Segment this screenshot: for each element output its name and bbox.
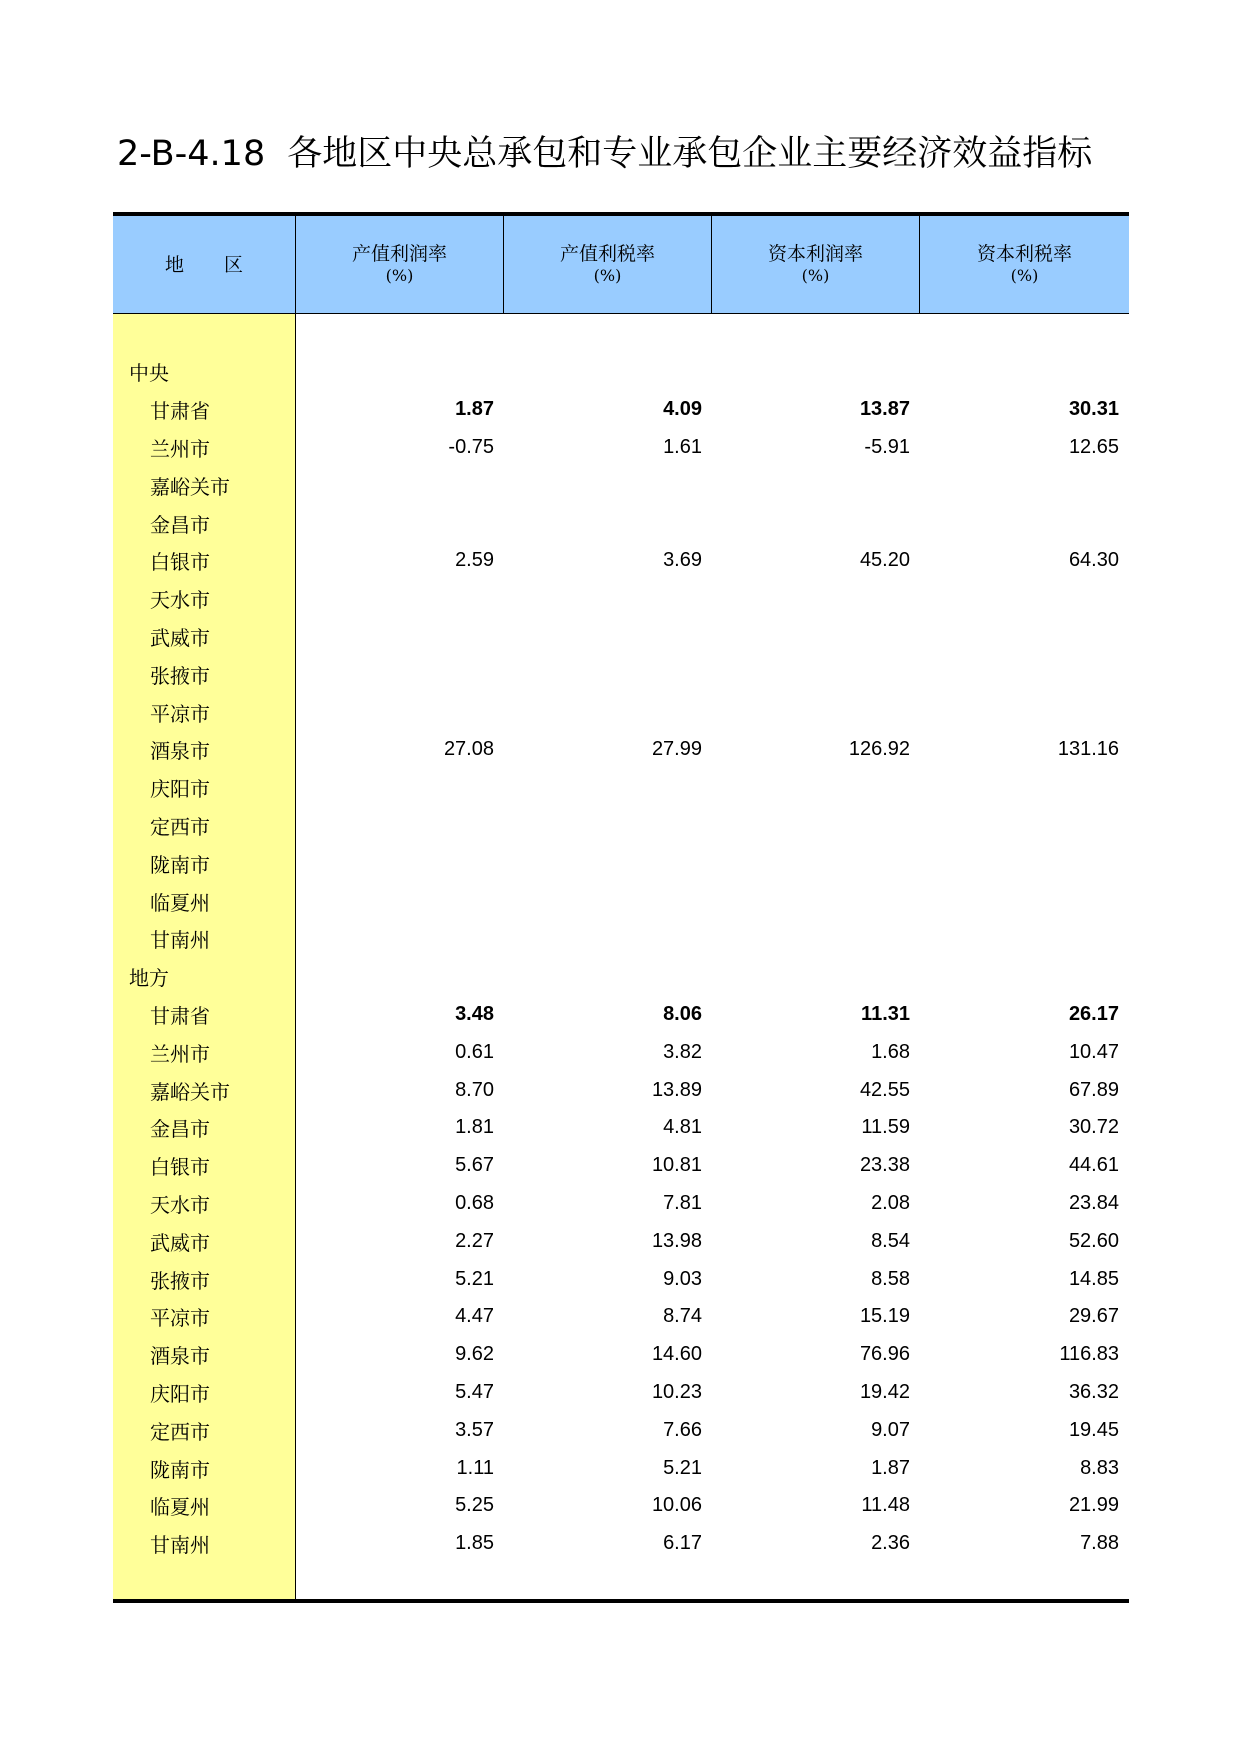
value-cell: 13.89 (651, 1078, 702, 1101)
table-row (296, 1487, 1129, 1525)
header-col-label: 产值利润率 (351, 242, 447, 265)
header-col-label: 资本利税率 (976, 242, 1072, 265)
table-row-label (113, 655, 295, 693)
value-cell: 8.06 (663, 1002, 702, 1025)
table-row (296, 1411, 1129, 1449)
value-cell: 4.09 (663, 398, 702, 421)
value-cell: 10.81 (651, 1154, 702, 1177)
header-region (113, 216, 296, 313)
region-name: 金昌市 (150, 512, 210, 537)
region-name: 白银市 (150, 1155, 210, 1180)
table-row (296, 618, 1129, 656)
table-row-label (113, 807, 295, 845)
region-name: 兰州市 (150, 1041, 210, 1066)
region-name: 天水市 (150, 1192, 210, 1217)
header-col-3 (712, 216, 920, 313)
value-cell: 45.20 (859, 549, 910, 572)
table-row (296, 958, 1129, 996)
value-cell: -5.91 (864, 435, 910, 458)
header-col-2 (504, 216, 712, 313)
region-name: 金昌市 (150, 1117, 210, 1142)
table-row-label (113, 1222, 295, 1260)
table-row-label (113, 958, 295, 996)
value-cell: 3.69 (663, 549, 702, 572)
value-cell: 7.66 (663, 1418, 702, 1441)
value-cell: 9.03 (663, 1267, 702, 1290)
region-name: 陇南市 (150, 852, 210, 877)
table-row (296, 1071, 1129, 1109)
value-cell: 64.30 (1068, 549, 1119, 572)
value-cell: 7.88 (1080, 1532, 1119, 1555)
table-row (296, 920, 1129, 958)
table-row-label (113, 1487, 295, 1525)
value-cell: 19.45 (1068, 1418, 1119, 1441)
value-cell: 19.42 (859, 1380, 910, 1403)
table-header (113, 216, 1129, 314)
region-name: 酒泉市 (150, 739, 210, 764)
table-row-label (113, 580, 295, 618)
value-cell: 2.36 (871, 1532, 910, 1555)
value-cell: 7.81 (663, 1191, 702, 1214)
value-cell: 15.19 (859, 1305, 910, 1328)
page-title (117, 126, 1092, 176)
header-col-label: 产值利税率 (559, 242, 655, 265)
value-cell: 126.92 (848, 738, 910, 761)
table-row (296, 655, 1129, 693)
table-row-label (113, 1109, 295, 1147)
value-cell: 1.87 (871, 1456, 910, 1479)
value-cell: 76.96 (859, 1343, 910, 1366)
values-area (296, 314, 1129, 1599)
table-row (296, 996, 1129, 1034)
region-name: 庆阳市 (150, 777, 210, 802)
table-row-label (113, 1374, 295, 1412)
value-cell: 21.99 (1068, 1494, 1119, 1517)
value-cell: 1.81 (455, 1116, 494, 1139)
region-name: 定西市 (150, 814, 210, 839)
value-cell: 5.25 (455, 1494, 494, 1517)
table-row (296, 466, 1129, 504)
value-cell: 67.89 (1068, 1078, 1119, 1101)
table-row-label (113, 882, 295, 920)
table-row-label (113, 429, 295, 467)
header-col-1 (296, 216, 504, 313)
region-name: 白银市 (150, 550, 210, 575)
value-cell: 5.21 (663, 1456, 702, 1479)
table-row (296, 1147, 1129, 1185)
value-cell: 2.59 (455, 549, 494, 572)
value-cell: 4.81 (663, 1116, 702, 1139)
region-name: 临夏州 (150, 890, 210, 915)
value-cell: 3.82 (663, 1040, 702, 1063)
value-cell: 2.27 (455, 1229, 494, 1252)
region-name: 武威市 (150, 1230, 210, 1255)
value-cell: 11.48 (861, 1494, 910, 1517)
value-cell: 30.72 (1068, 1116, 1119, 1139)
table-row (296, 1449, 1129, 1487)
value-cell: 3.57 (455, 1418, 494, 1441)
value-cell: 5.47 (455, 1380, 494, 1403)
value-cell: 23.38 (859, 1154, 910, 1177)
region-name: 平凉市 (150, 701, 210, 726)
value-cell: 9.07 (871, 1418, 910, 1441)
region-name: 嘉峪关市 (150, 474, 230, 499)
value-cell: 10.06 (651, 1494, 702, 1517)
header-col-unit: (%) (801, 265, 830, 285)
table-code: 2-B-4.18 (117, 134, 266, 174)
value-cell: 6.17 (663, 1532, 702, 1555)
region-name: 平凉市 (150, 1306, 210, 1331)
table-row (296, 1298, 1129, 1336)
value-cell: 14.85 (1068, 1267, 1119, 1290)
table-row-label (113, 769, 295, 807)
table-row (296, 1336, 1129, 1374)
table-row (296, 844, 1129, 882)
table-row (296, 1033, 1129, 1071)
table-row-label (113, 466, 295, 504)
table-row-label (113, 996, 295, 1034)
data-table (113, 212, 1129, 1603)
value-cell: 52.60 (1068, 1229, 1119, 1252)
table-row-label (113, 504, 295, 542)
value-cell: 8.54 (871, 1229, 910, 1252)
value-cell: 14.60 (651, 1343, 702, 1366)
table-row (296, 807, 1129, 845)
value-cell: 5.21 (455, 1267, 494, 1290)
value-cell: 9.62 (455, 1343, 494, 1366)
value-cell: 8.70 (455, 1078, 494, 1101)
value-cell: 2.08 (871, 1191, 910, 1214)
region-name: 张掖市 (150, 1268, 210, 1293)
value-cell: 11.59 (861, 1116, 910, 1139)
table-row (296, 504, 1129, 542)
table-bottom-rule (113, 1599, 1129, 1603)
value-cell: 30.31 (1068, 398, 1119, 421)
header-col-4 (920, 216, 1129, 313)
value-cell: 5.67 (455, 1154, 494, 1177)
table-row-label (113, 693, 295, 731)
table-title-text: 各地区中央总承包和专业承包企业主要经济效益指标 (287, 134, 1093, 174)
region-name: 武威市 (150, 625, 210, 650)
value-cell: 131.16 (1057, 738, 1119, 761)
table-row (296, 1260, 1129, 1298)
table-row-label (113, 1449, 295, 1487)
value-cell: 1.85 (455, 1532, 494, 1555)
value-cell: 3.48 (455, 1002, 494, 1025)
region-name: 天水市 (150, 588, 210, 613)
region-name: 张掖市 (150, 663, 210, 688)
table-row-label (113, 1298, 295, 1336)
region-name: 甘肃省 (150, 399, 210, 424)
table-row-label (113, 1260, 295, 1298)
table-row (296, 429, 1129, 467)
table-row-label (113, 1411, 295, 1449)
region-name: 甘肃省 (150, 1003, 210, 1028)
region-name: 兰州市 (150, 436, 210, 461)
group-label: 地方 (129, 966, 169, 991)
value-cell: 0.68 (455, 1191, 494, 1214)
table-row-label (113, 731, 295, 769)
header-col-unit: (%) (593, 265, 622, 285)
region-name: 庆阳市 (150, 1381, 210, 1406)
value-cell: 116.83 (1059, 1343, 1119, 1366)
value-cell: 44.61 (1068, 1154, 1119, 1177)
header-col-label: 资本利润率 (767, 242, 863, 265)
value-cell: 10.47 (1068, 1040, 1119, 1063)
value-cell: 8.83 (1080, 1456, 1119, 1479)
value-cell: 13.98 (651, 1229, 702, 1252)
value-cell: 27.99 (651, 738, 702, 761)
value-cell: 8.58 (871, 1267, 910, 1290)
table-row-label (113, 1147, 295, 1185)
value-cell: 23.84 (1068, 1191, 1119, 1214)
region-name: 定西市 (150, 1419, 210, 1444)
table-row (296, 1374, 1129, 1412)
table-row-label (113, 1185, 295, 1223)
region-name: 酒泉市 (150, 1344, 210, 1369)
table-row (296, 580, 1129, 618)
value-cell: 26.17 (1068, 1002, 1119, 1025)
value-cell: 1.87 (455, 398, 494, 421)
table-row-label (113, 920, 295, 958)
value-cell: 27.08 (443, 738, 494, 761)
value-cell: 4.47 (455, 1305, 494, 1328)
value-cell: 8.74 (663, 1305, 702, 1328)
region-column (113, 314, 296, 1599)
table-row-label (113, 1071, 295, 1109)
table-row (296, 693, 1129, 731)
value-cell: 10.23 (651, 1380, 702, 1403)
value-cell: 12.65 (1068, 435, 1119, 458)
value-cell: 13.87 (859, 398, 910, 421)
header-region-b: 区 (224, 253, 244, 276)
table-row (296, 1185, 1129, 1223)
value-cell: 1.61 (663, 435, 702, 458)
table-row-label (113, 391, 295, 429)
group-label: 中央 (129, 361, 169, 386)
table-row-label (113, 844, 295, 882)
table-row-label (113, 1033, 295, 1071)
table-row (296, 731, 1129, 769)
table-row-label (113, 1336, 295, 1374)
table-row (296, 353, 1129, 391)
table-row-label (113, 1525, 295, 1563)
table-row (296, 1525, 1129, 1563)
value-cell: 36.32 (1068, 1380, 1119, 1403)
value-cell: 1.68 (871, 1040, 910, 1063)
value-cell: 42.55 (859, 1078, 910, 1101)
value-cell: 29.67 (1068, 1305, 1119, 1328)
region-name: 甘南州 (150, 928, 210, 953)
table-row (296, 542, 1129, 580)
region-name: 临夏州 (150, 1495, 210, 1520)
value-cell: -0.75 (448, 435, 494, 458)
table-row (296, 769, 1129, 807)
table-row-label (113, 353, 295, 391)
region-name: 嘉峪关市 (150, 1079, 230, 1104)
table-row (296, 1222, 1129, 1260)
value-cell: 1.11 (456, 1456, 494, 1479)
table-row (296, 882, 1129, 920)
header-col-unit: (%) (1010, 265, 1039, 285)
table-row-label (113, 618, 295, 656)
value-cell: 11.31 (861, 1002, 910, 1025)
table-row (296, 391, 1129, 429)
value-cell: 0.61 (455, 1040, 494, 1063)
region-name: 甘南州 (150, 1533, 210, 1558)
region-name: 陇南市 (150, 1457, 210, 1482)
table-body (113, 314, 1129, 1599)
header-region-a: 地 (164, 253, 184, 276)
table-row (296, 1109, 1129, 1147)
table-row-label (113, 542, 295, 580)
header-col-unit: (%) (385, 265, 414, 285)
